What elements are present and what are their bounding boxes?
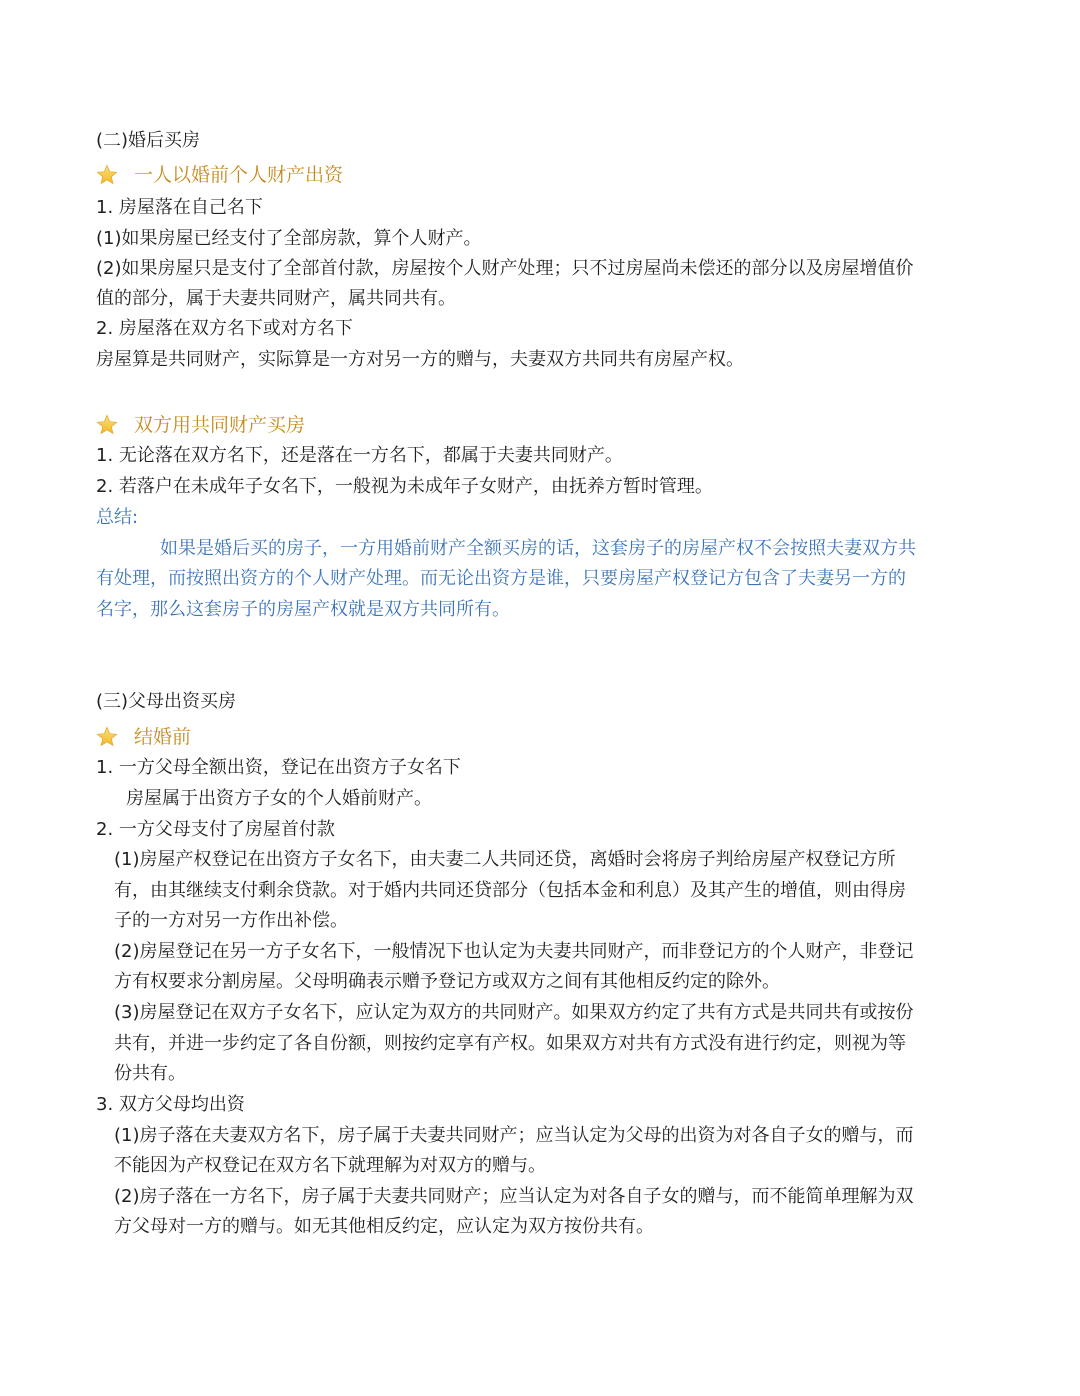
list-item-body: 房屋属于出资方子女的个人婚前财产。 (126, 788, 432, 809)
list-item-body: 方有权要求分割房屋。父母明确表示赠予登记方或双方之间有其他相反约定的除外。 (114, 971, 780, 992)
list-item: 1. 无论落在双方名下，还是落在一方名下，都属于夫妻共同财产。 (96, 445, 623, 466)
list-item: 1. 房屋落在自己名下 (96, 197, 263, 218)
star-icon (96, 164, 118, 186)
list-item: (2)如果房屋只是支付了全部首付款，房屋按个人财产处理；只不过房屋尚未偿还的部分以及房屋增值价 (96, 258, 914, 279)
star-icon (96, 726, 118, 748)
subsection-heading (96, 412, 305, 438)
list-item-body: 有，由其继续支付剩余贷款。对于婚内共同还贷部分（包括本金和利息）及其产生的增值，则由得房 (114, 880, 906, 901)
list-item-body: (1)房屋产权登记在出资方子女名下，由夫妻二人共同还贷，离婚时会将房子判给房屋产权登记方所 (114, 849, 896, 870)
list-item-body: (2)房屋登记在另一方子女名下，一般情况下也认定为夫妻共同财产，而非登记方的个人财产，非登记 (114, 941, 914, 962)
list-item-body: 共有，并进一步约定了各自份额，则按约定享有产权。如果双方对共有方式没有进行约定，则视为等 (114, 1033, 906, 1054)
summary-text: 名字，那么这套房子的房屋产权就是双方共同所有。 (96, 599, 510, 620)
list-item-body: (2)房子落在一方名下，房子属于夫妻共同财产；应当认定为对各自子女的赠与，而不能简单理解为双 (114, 1186, 914, 1207)
section-title: (三)父母出资买房 (96, 691, 237, 712)
list-item-body: (1)房子落在夫妻双方名下，房子属于夫妻共同财产；应当认定为父母的出资为对各自子女的赠与，而 (114, 1125, 914, 1146)
list-item: 2. 若落户在未成年子女名下，一般视为未成年子女财产，由抚养方暂时管理。 (96, 476, 713, 497)
subsection-heading (96, 162, 343, 188)
list-item-body: 子的一方对另一方作出补偿。 (114, 910, 348, 931)
subsection-heading-label: 一人以婚前个人财产出资 (134, 164, 344, 186)
list-item-body: 方父母对一方的赠与。如无其他相反约定，应认定为双方按份共有。 (114, 1216, 654, 1237)
list-item: 值的部分，属于夫妻共同财产，属共同共有。 (96, 288, 456, 309)
list-item-body: 不能因为产权登记在双方名下就理解为对双方的赠与。 (114, 1155, 546, 1176)
subsection-heading-label: 结婚前 (134, 726, 192, 748)
list-item-body: (3)房屋登记在双方子女名下，应认定为双方的共同财产。如果双方约定了共有方式是共同共有或按份 (114, 1002, 914, 1023)
list-item: 2. 房屋落在双方名下或对方名下 (96, 318, 353, 339)
summary-label: 总结: (96, 507, 139, 528)
list-item-body: 份共有。 (114, 1063, 186, 1084)
subsection-heading-label: 双方用共同财产买房 (134, 414, 306, 436)
summary-text: 有处理，而按照出资方的个人财产处理。而无论出资方是谁，只要房屋产权登记方包含了夫妻另一方的 (96, 568, 906, 589)
list-item: (1)如果房屋已经支付了全部房款，算个人财产。 (96, 228, 482, 249)
section-title: (二)婚后买房 (96, 130, 201, 151)
summary-text: 如果是婚后买的房子，一方用婚前财产全额买房的话，这套房子的房屋产权不会按照夫妻双方共 (160, 538, 916, 559)
list-item-title: 3. 双方父母均出资 (96, 1094, 245, 1115)
list-item-title: 2. 一方父母支付了房屋首付款 (96, 819, 335, 840)
subsection-heading (96, 724, 191, 750)
list-item-title: 1. 一方父母全额出资，登记在出资方子女名下 (96, 757, 461, 778)
list-item: 房屋算是共同财产，实际算是一方对另一方的赠与，夫妻双方共同共有房屋产权。 (96, 349, 744, 370)
star-icon (96, 414, 118, 436)
